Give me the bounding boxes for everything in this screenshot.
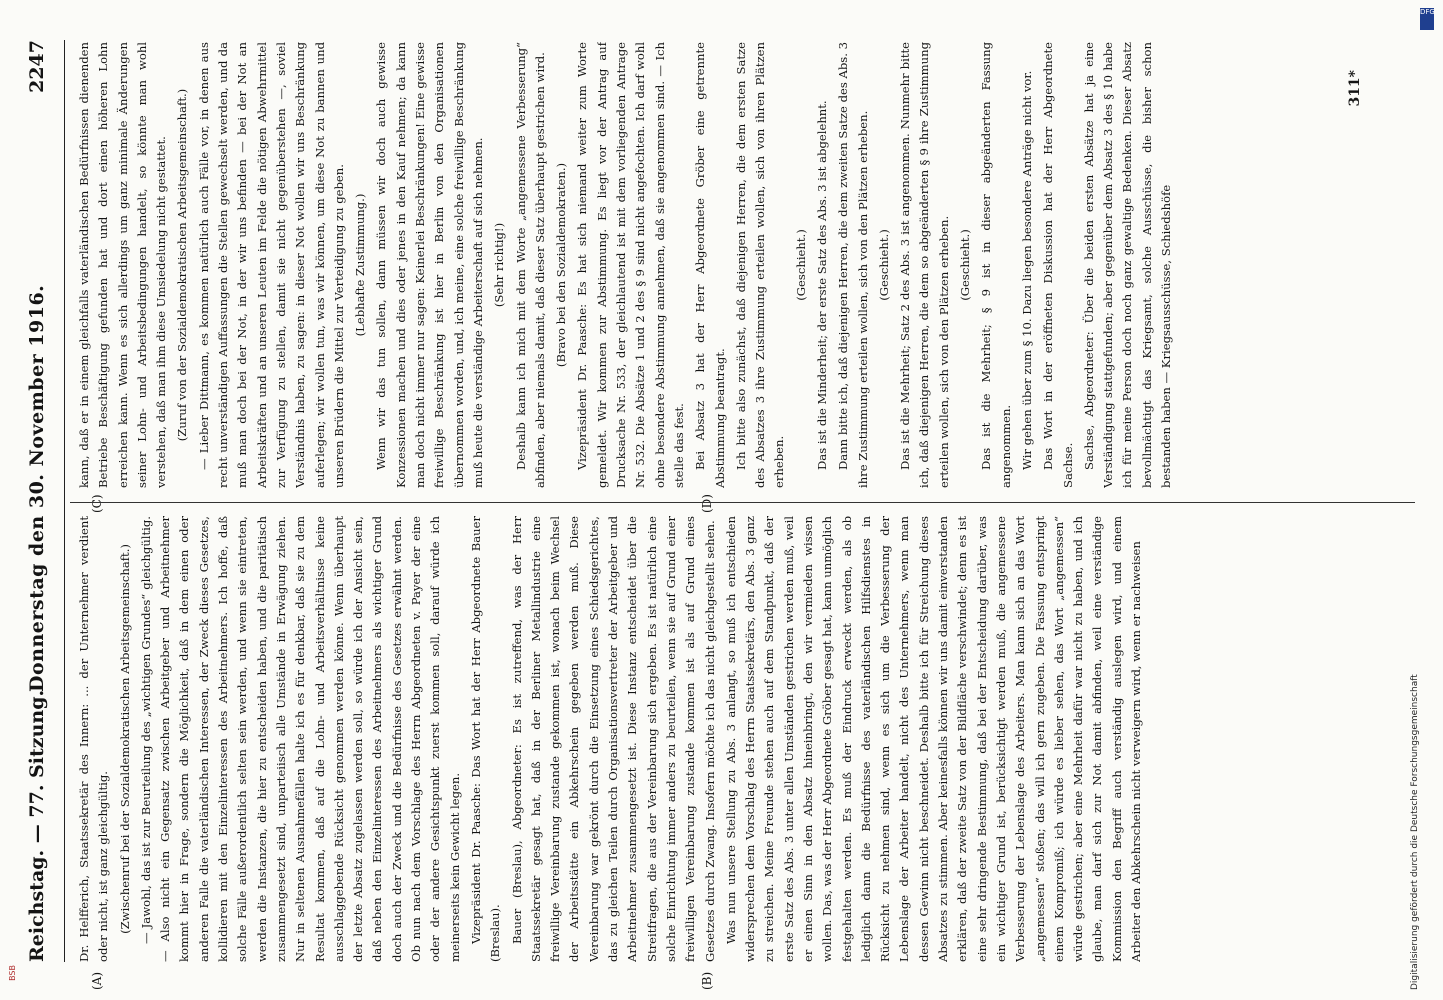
right-column-paragraph: kann, daß er in einem gleichfalls vaterländischen Bedürfnissen dienenden Betriebe Beschäftigung gefunden hat und dort einen höheren Lohn erreichen kann. Wenn es sich allerdings um ganz minimale Änderungen seiner Lohn- und Arbeitsbedingungen handelt, so könnte man wohl verstehen, daß man ihm diese Umsiedelung nicht gestattet.: [77, 42, 169, 488]
left-column-paragraph: Bauer (Breslau), Abgeordneter: Es ist zutreffend, was der Herr Staatssekretär gesagt hat, daß in der Berliner Metallindustrie eine freiwillige Vereinbarung zustande gekommen ist, wonach beim Wechsel der Arbeitsstätte ein Abkehrschein gegeben werden muß. Diese Vereinbarung war gekrönt durch die Einsetzung eines Schiedsgerichtes, das zu gleichen Teilen durch Organisationsvertreter der Arbeitgeber und Arbeitnehmer zusammengesetzt ist. Diese Instanz entscheidet über die Streitfragen, die aus der Vereinbarung sich ergeben. Es ist natürlich eine solche Einrichtung immer anders zu beurteilen, wenn sie auf Grund einer freiwilligen Vereinbarung zustande kommen ist als auf Grund eines Gesetzes durch Zwang. Insofern möchte ich das nicht gleichgestellt sehen.: [509, 516, 717, 962]
right-column-paragraph: Wir gehen über zum § 10. Dazu liegen besondere Anträge nicht vor.: [1019, 70, 1034, 470]
right-column-paragraph: (Bravo bei den Sozialdemokraten.): [554, 162, 569, 368]
right-column-paragraph: — Lieber Dittmann, es kommen natürlich auch Fälle vor, in denen aus recht unverständigen Auffassungen die Stellen gewechselt werden, und da muß man doch bei der Not, in der wir uns befinden — bei der Not an Arbeitskräften und an unseren Leuten im Felde die nötigen Abwehrmittel zur Verfügung zu stellen, damit sie nicht gegenüberstehen —, soviel Verständnis haben, zu sagen: in dieser Not wollen wir uns Beschränkung auferlegen; wir wollen tun, was wir können, um diese Not zu bannen und unseren Brüdern die Mittel zur Verteidigung zu geben.: [196, 42, 346, 488]
margin-letter-b: (B): [700, 971, 714, 990]
right-column-paragraph: (Sehr richtig!): [492, 222, 507, 308]
right-column-paragraph: (Lebhafte Zustimmung.): [353, 193, 368, 337]
right-column-paragraph: Deshalb kann ich mich mit dem Worte „angemessene Verbesserung“ abfinden, aber niemals damit, daß dieser Satz überhaupt gestrichen wird.: [513, 42, 547, 488]
left-column: [75, 516, 1410, 962]
margin-letter-c: (C): [90, 494, 104, 513]
library-mark: BSB: [8, 965, 17, 981]
header-rule: [64, 40, 65, 962]
header-session: Reichstag. — 77. Sitzung.: [26, 689, 48, 962]
page-number: 2247: [26, 40, 48, 93]
right-column-paragraph: Wenn wir das tun sollen, dann müssen wir doch auch gewisse Konzessionen machen und dies oder jenes in den Kauf nehmen; da kann man doch nicht immer nur sagen: Keinerlei Beschränkungen! Eine gewisse freiwillige Beschränkung ist hier in Berlin von den Organisationen übernommen worden, und, ich meine, eine solche freiwillige Beschränkung muß heute die verständige Arbeiterschaft auf sich nehmen.: [374, 42, 485, 488]
right-column-paragraph: Sachse, Abgeordneter: Über die beiden ersten Absätze hat ja eine Verständigung stattgefunden; aber gegenüber dem Absatz 3 des § 10 habe ich für meine Person doch noch ganz gewaltige Bedenken. Dieser Absatz bevollmächtigt das Kriegsamt, solche Ausschüsse, die bisher schon bestanden haben — Kriegsausschüsse, Schiedshöfe: [1081, 42, 1174, 488]
right-column-paragraph: Bei Absatz 3 hat der Herr Abgeordnete Gröber eine getrennte Abstimmung beantragt.: [693, 42, 727, 488]
right-column-paragraph: Das ist die Minderheit; der erste Satz des Abs. 3 ist abgelehnt.: [814, 100, 829, 470]
left-column-paragraph: (Zwischenruf bei der Sozialdemokratischen Arbeitsgemeinschaft.): [117, 544, 132, 934]
right-column-paragraph: (Geschieht.): [793, 229, 808, 301]
right-column-paragraph: Das Wort in der eröffneten Diskussion hat der Herr Abgeordnete Sachse.: [1041, 42, 1075, 488]
right-column-paragraph: Dann bitte ich, daß diejenigen Herren, die dem zweiten Satze des Abs. 3 ihre Zustimmung erteilen wollen, sich von den Plätzen erheben.: [836, 42, 870, 488]
left-column-paragraph: Was nun unsere Stellung zu Abs. 3 anlangt, so muß ich entschieden widersprechen dem Vorschlag des Herrn Staatssekretärs, den Abs. 3 ganz zu streichen. Meine Freunde stehen auch auf dem Standpunkt, daß der erste Satz des Abs. 3 unter allen Umständen gestrichen werden muß, weil er einen Sinn in den Absatz hineinbringt, den wir vermieden wissen wollen. Das, was der Herr Abgeordnete Gröber gesagt hat, kann unmöglich festgehalten werden. Es muß der Eindruck erweckt werden, als ob lediglich dann die Bedürfnisse des vaterländischen Hilfsdienstes in Rücksicht zu nehmen sind, wenn es sich um die Verbesserung der Lebenslage der Arbeiter handelt, nicht des Unternehmers, wenn man dessen Gewinn nicht beschneidet. Deshalb bitte ich für Streichung dieses Absatzes zu stimmen. Aber keinesfalls können wir uns damit einverstanden erklären, daß der zweite Satz von der Bildfläche verschwindet; denn es ist eine sehr dringende Bestimmung, daß bei der Entscheidung darüber, was ein wichtiger Grund ist, berücksichtigt werden muß, die angemessene Verbesserung der Lebenslage des Arbeiters. Man kann sich an das Wort „angemessen“ stoßen; das will ich gern zugeben. Die Fassung entspringt einem Kompromiß; ich würde es lieber sehen, das Wort „angemessen“ würde gestrichen; aber eine Mehrheit dafür war nicht zu haben, und ich glaube, man darf sich zur Not damit abfinden, weil eine verständige Kommission den Begriff auch verständig auslegen wird, und einem Arbeiter den Abkehrschein nicht verweigern wird, wenn er nachweisen: [723, 516, 1144, 962]
dfg-logo: DFG: [1420, 8, 1434, 30]
left-column-paragraph: Dr. Helfferich, Staatssekretär des Innern: ... der Unternehmer verdient oder nicht, ist ganz gleichgültig.: [77, 516, 111, 962]
left-column-paragraph: Vizepräsident Dr. Paasche: Das Wort hat der Herr Abgeordnete Bauer (Breslau).: [468, 516, 503, 962]
right-column-paragraph: Ich bitte also zunächst, daß diejenigen Herren, die dem ersten Satze des Absatzes 3 ihre Zustimmung erteilen wollen, sich von ihren Plätzen erheben.: [733, 42, 787, 488]
right-column-paragraph: Das ist die Mehrheit; § 9 ist in dieser abgeänderten Fassung angenommen.: [979, 42, 1013, 488]
right-column-paragraph: (Zuruf von der Sozialdemokratischen Arbeitsgemeinschaft.): [175, 88, 190, 442]
footer-number: 311*: [1347, 70, 1363, 107]
right-column-paragraph: (Geschieht.): [876, 229, 891, 301]
right-column-paragraph: (Geschieht.): [958, 229, 973, 301]
right-column: [75, 42, 1410, 488]
page-header: [20, 40, 60, 962]
left-column-paragraph: — Jawohl, das ist zur Beurteilung des „wichtigen Grundes“ gleichgültig. — Also nicht ein Gegensatz zwischen Arbeitgeber und Arbeitnehmer kommt hier in Frage, sondern die Möglichkeit, daß in dem einen oder anderen Falle die vaterländischen Interessen, der Zweck dieses Gesetzes, kollidieren mit den Einzelinteressen des Arbeitnehmers. Ich hoffe, daß solche Fälle außerordentlich selten sein werden, und wenn sie eintreten, werden die Instanzen, die hier zu entscheiden haben, und die paritätisch zusammengesetzt sind, unparteiisch alle Umstände in Erwägung ziehen. Nur in seltenen Ausnahmefällen halte ich es für denkbar, daß sie zu dem Resultat kommen, daß auf die Lohn- und Arbeitsverhältnisse keine ausschlaggebende Rücksicht genommen werden könne. Wenn überhaupt der letzte Absatz zugelassen werden soll, so würde ich der Ansicht sein, daß neben den Einzelinteressen des Arbeitnehmers als wichtiger Grund doch auch der Zweck und die Bedürfnisse des Gesetzes erwähnt werden. Ob nun nach dem Vorschlage des Herrn Abgeordneten v. Payer der eine oder der andere Gesichtspunkt zuerst kommen soll, darauf würde ich meinerseits kein Gewicht legen.: [138, 516, 462, 962]
right-column-paragraph: Das ist die Mehrheit; Satz 2 des Abs. 3 ist angenommen. Nunmehr bitte ich, daß diejenigen Herren, die dem so abgeänderten § 9 ihre Zustimmung erteilen wollen, sich von den Plätzen erheben.: [898, 42, 951, 488]
margin-letter-d: (D): [700, 494, 714, 513]
header-date: Donnerstag den 30. November 1916.: [26, 284, 48, 692]
margin-letter-a: (A): [90, 971, 104, 990]
column-divider: [70, 502, 1415, 503]
digitization-watermark: Digitalisierung gefördert durch die Deutsche Forschungsgemeinschaft: [1410, 674, 1420, 990]
right-column-paragraph: Vizepräsident Dr. Paasche: Es hat sich niemand weiter zum Worte gemeldet. Wir kommen zur Abstimmung. Es liegt vor der Antrag auf Drucksache Nr. 533, der gleichlautend ist mit dem vorliegenden Antrage Nr. 532. Die Absätze 1 und 2 des § 9 sind nicht angefochten. Ich darf wohl ohne besondere Abstimmung annehmen, daß sie angenommen sind. — Ich stelle das fest.: [575, 42, 686, 488]
